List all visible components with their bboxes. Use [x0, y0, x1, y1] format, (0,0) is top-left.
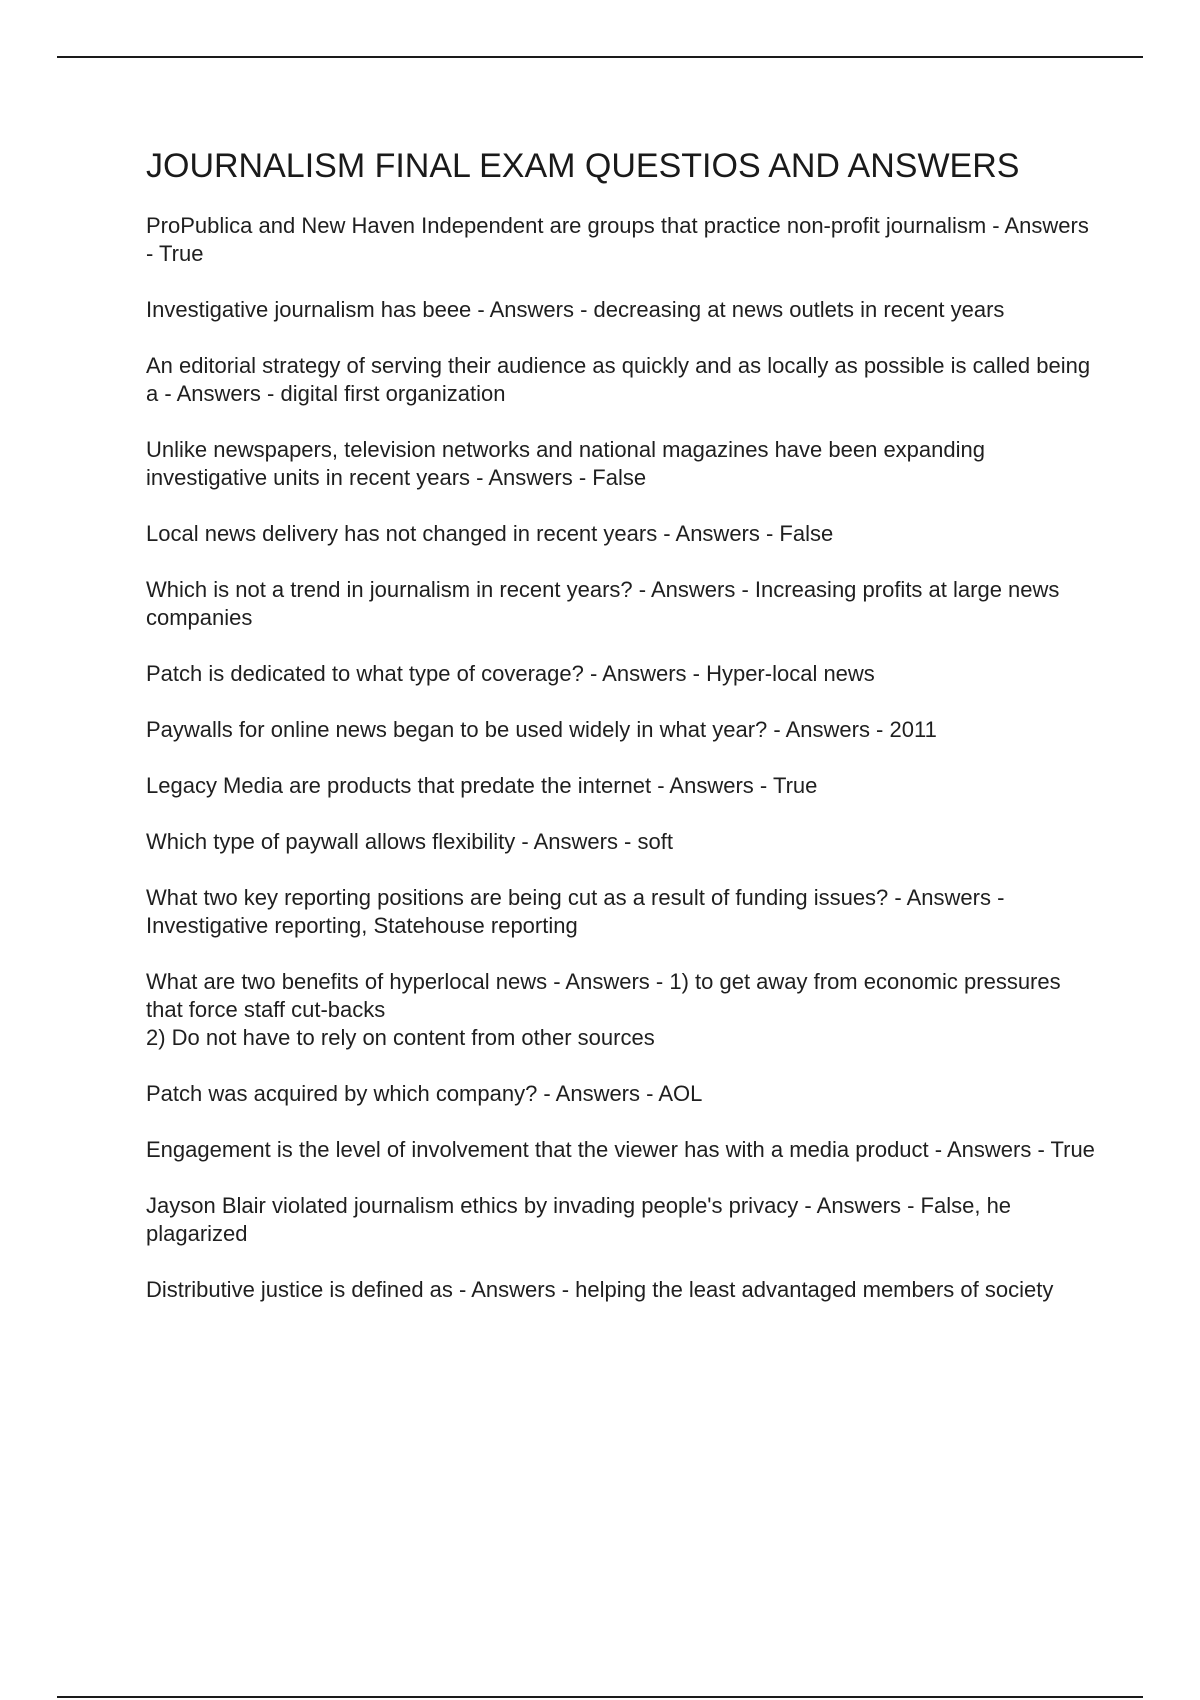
qa-item: Jayson Blair violated journalism ethics by invading people's privacy - Answers - False, he plagarized: [146, 1193, 1012, 1246]
qa-item: What two key reporting positions are being cut as a result of funding issues? - Answers - Investigative reporting, Statehouse reporting: [146, 885, 1005, 938]
qa-item: Patch is dedicated to what type of coverage? - Answers - Hyper-local news: [146, 661, 875, 686]
qa-item: Which is not a trend in journalism in recent years? - Answers - Increasing profits at large news companies: [146, 577, 1060, 630]
qa-item: An editorial strategy of serving their audience as quickly and as locally as possible is called being a - Answers - digital first organization: [146, 353, 1091, 406]
qa-item: Legacy Media are products that predate the internet - Answers - True: [146, 773, 818, 798]
qa-item: Which type of paywall allows flexibility - Answers - soft: [146, 829, 673, 854]
qa-item: Local news delivery has not changed in recent years - Answers - False: [146, 521, 834, 546]
qa-item: Engagement is the level of involvement that the viewer has with a media product - Answers - True: [146, 1137, 1095, 1162]
qa-item: ProPublica and New Haven Independent are groups that practice non-profit journalism - Answers - True: [146, 213, 1089, 266]
qa-item: Distributive justice is defined as - Answers - helping the least advantaged members of society: [146, 1277, 1054, 1302]
qa-item: Investigative journalism has beee - Answers - decreasing at news outlets in recent years: [146, 297, 1005, 322]
qa-item: Patch was acquired by which company? - Answers - AOL: [146, 1081, 703, 1106]
top-divider: [57, 56, 1143, 58]
qa-item: Paywalls for online news began to be used widely in what year? - Answers - 2011: [146, 717, 937, 742]
document-body: [146, 142, 1096, 1332]
bottom-divider: [57, 1696, 1143, 1698]
qa-item: What are two benefits of hyperlocal news - Answers - 1) to get away from economic pressures that force staff cut-backs 2) Do not have to rely on content from other sources: [146, 969, 1061, 1050]
qa-item: Unlike newspapers, television networks and national magazines have been expanding investigative units in recent years - Answers - False: [146, 437, 985, 490]
page-title: JOURNALISM FINAL EXAM QUESTIOS AND ANSWERS: [146, 147, 1020, 185]
